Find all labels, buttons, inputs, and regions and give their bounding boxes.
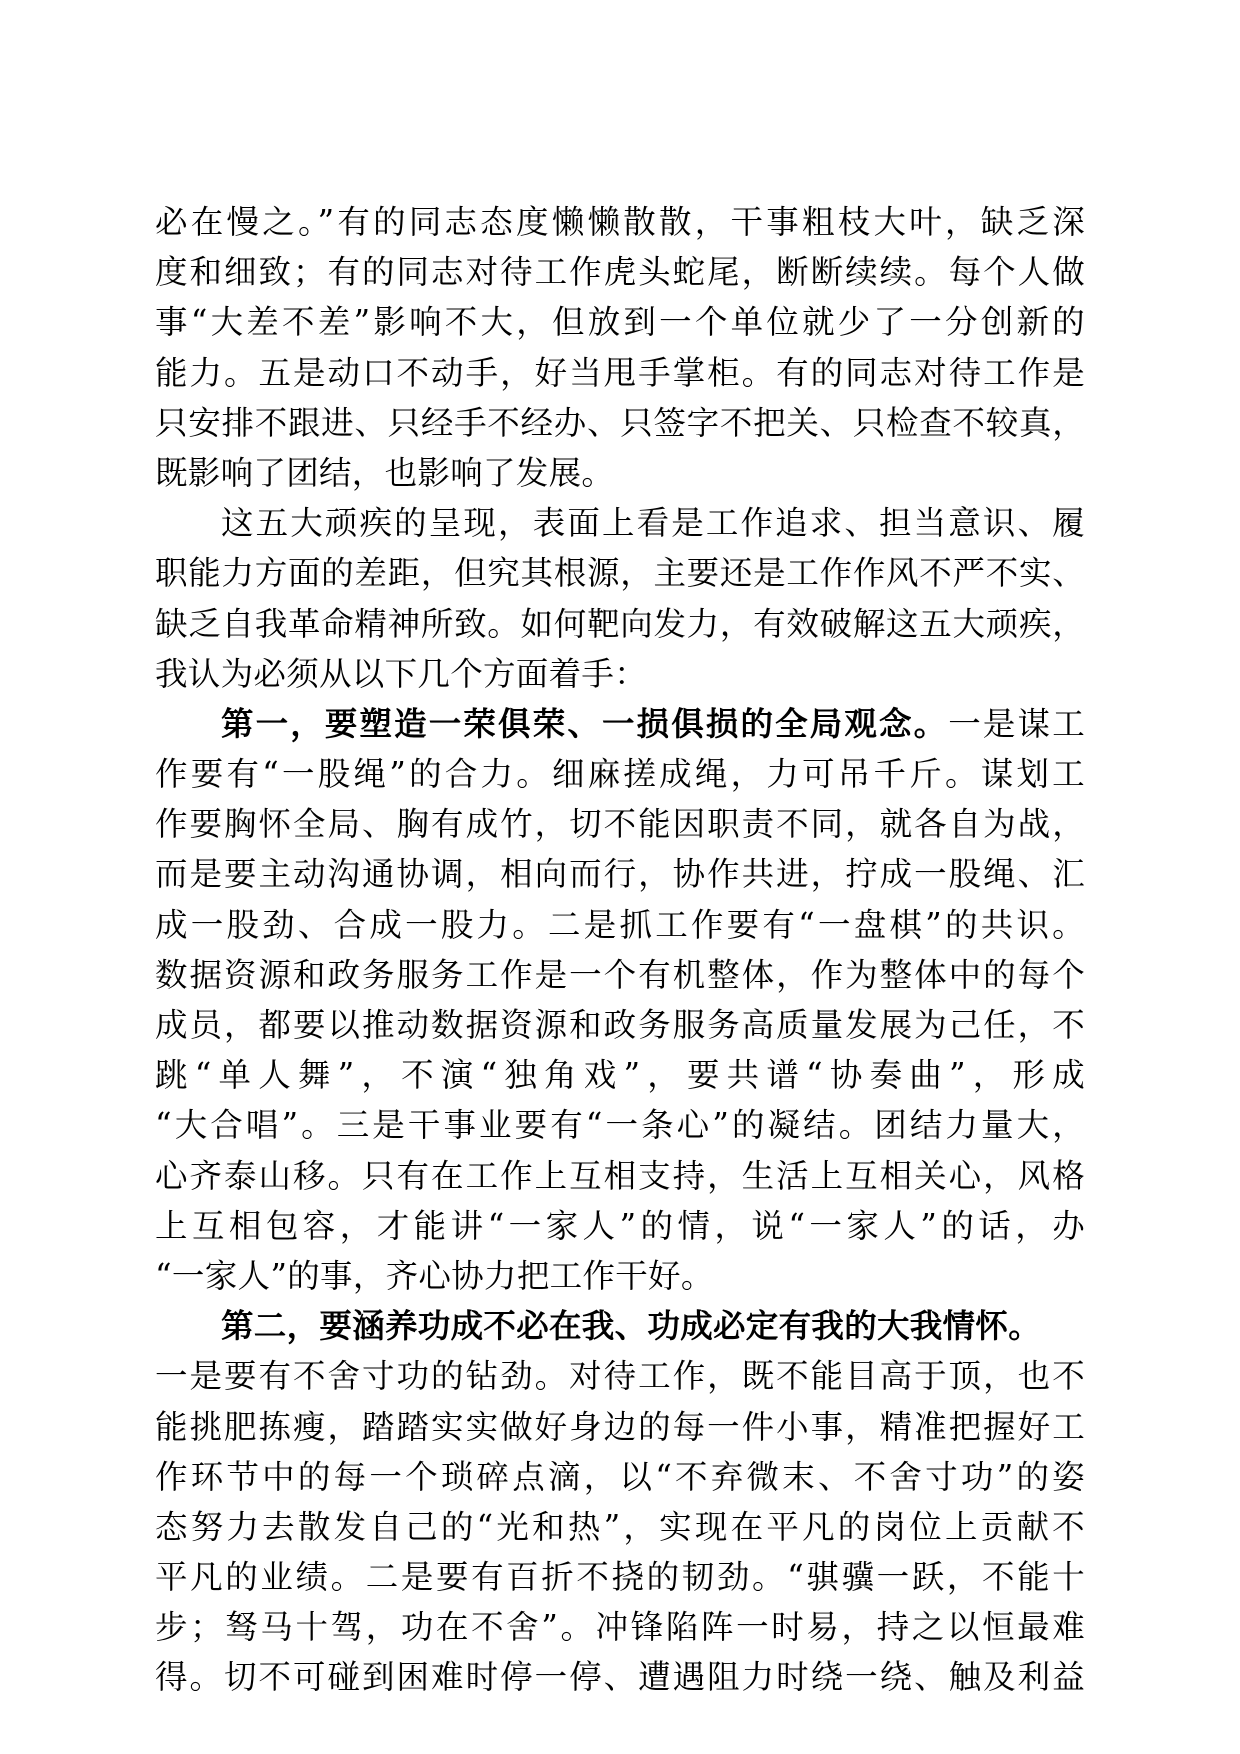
text-line: 作要胸怀全局、胸有成竹，切不能因职责不同，就各自为战，: [155, 805, 1085, 844]
text-line: 作环节中的每一个琐碎点滴，以“不弃微末、不舍寸功”的姿: [155, 1457, 1085, 1496]
text-line: 心齐泰山移。只有在工作上互相支持，生活上互相关心，风格: [155, 1156, 1085, 1195]
section-heading-2: 第二，要涵养功成不必在我、功成必定有我的大我情怀。: [221, 1306, 1042, 1346]
text-line: 而是要主动沟通协调，相向而行，协作共进，拧成一股绳、汇: [155, 855, 1085, 894]
text-line: 跳“单人舞”，不演“独角戏”，要共谱“协奏曲”，形成: [155, 1056, 1085, 1095]
text-line: 缺乏自我革命精神所致。如何靶向发力，有效破解这五大顽疾，: [155, 604, 1085, 643]
text-line: “大合唱”。三是干事业要有“一条心”的凝结。团结力量大，: [155, 1106, 1085, 1145]
text-line: 上互相包容，才能讲“一家人”的情，说“一家人”的话，办: [155, 1206, 1085, 1245]
text-line: 能力。五是动口不动手，好当甩手掌柜。有的同志对待工作是: [155, 353, 1085, 392]
text-line: 只安排不跟进、只经手不经办、只签字不把关、只检查不较真，: [155, 403, 1085, 442]
text-line: 步；驽马十驾，功在不舍”。冲锋陷阵一时易，持之以恒最难: [155, 1608, 1085, 1647]
text-line: 事“大差不差”影响不大，但放到一个单位就少了一分创新的: [155, 303, 1085, 342]
section-heading-1: 第一，要塑造一荣俱荣、一损俱损的全局观念。: [221, 703, 949, 743]
text-line: [155, 699, 1085, 749]
text-line: 成一股劲、合成一股力。二是抓工作要有“一盘棋”的共识。: [155, 905, 1085, 944]
text-line: “一家人”的事，齐心协力把工作干好。: [155, 1256, 714, 1295]
paragraph-3: [155, 699, 1085, 1301]
text-line: 度和细致；有的同志对待工作虎头蛇尾，断断续续。每个人做: [155, 253, 1085, 292]
paragraph-4: [155, 1301, 1085, 1703]
text-line: 我认为必须从以下几个方面着手：: [155, 654, 648, 693]
paragraph-2: [155, 498, 1085, 699]
text-line: 平凡的业绩。二是要有百折不挠的韧劲。“骐骥一跃，不能十: [155, 1558, 1085, 1597]
text-line: 能挑肥拣瘦，踏踏实实做好身边的每一件小事，精准把握好工: [155, 1407, 1085, 1446]
text-line: 数据资源和政务服务工作是一个有机整体，作为整体中的每个: [155, 955, 1085, 994]
text-line: 一是要有不舍寸功的钻劲。对待工作，既不能目高于顶，也不: [155, 1357, 1085, 1396]
text-run: 一是谋工: [948, 704, 1085, 743]
text-line: 成员，都要以推动数据资源和政务服务高质量发展为己任，不: [155, 1006, 1085, 1044]
document-body: [155, 197, 1085, 1703]
text-line: 既影响了团结，也影响了发展。: [155, 453, 615, 492]
text-line: 作要有“一股绳”的合力。细麻搓成绳，力可吊千斤。谋划工: [155, 755, 1085, 794]
text-line: 得。切不可碰到困难时停一停、遭遇阻力时绕一绕、触及利益: [155, 1658, 1085, 1697]
text-line: 态努力去散发自己的“光和热”，实现在平凡的岗位上贡献不: [155, 1507, 1085, 1546]
text-line: 职能力方面的差距，但究其根源，主要还是工作作风不严不实、: [155, 554, 1085, 593]
text-line: 这五大顽疾的呈现，表面上看是工作追求、担当意识、履: [221, 504, 1085, 543]
paragraph-1: [155, 197, 1085, 498]
text-line: 必在慢之。”有的同志态度懒懒散散，干事粗枝大叶，缺乏深: [155, 203, 1085, 241]
